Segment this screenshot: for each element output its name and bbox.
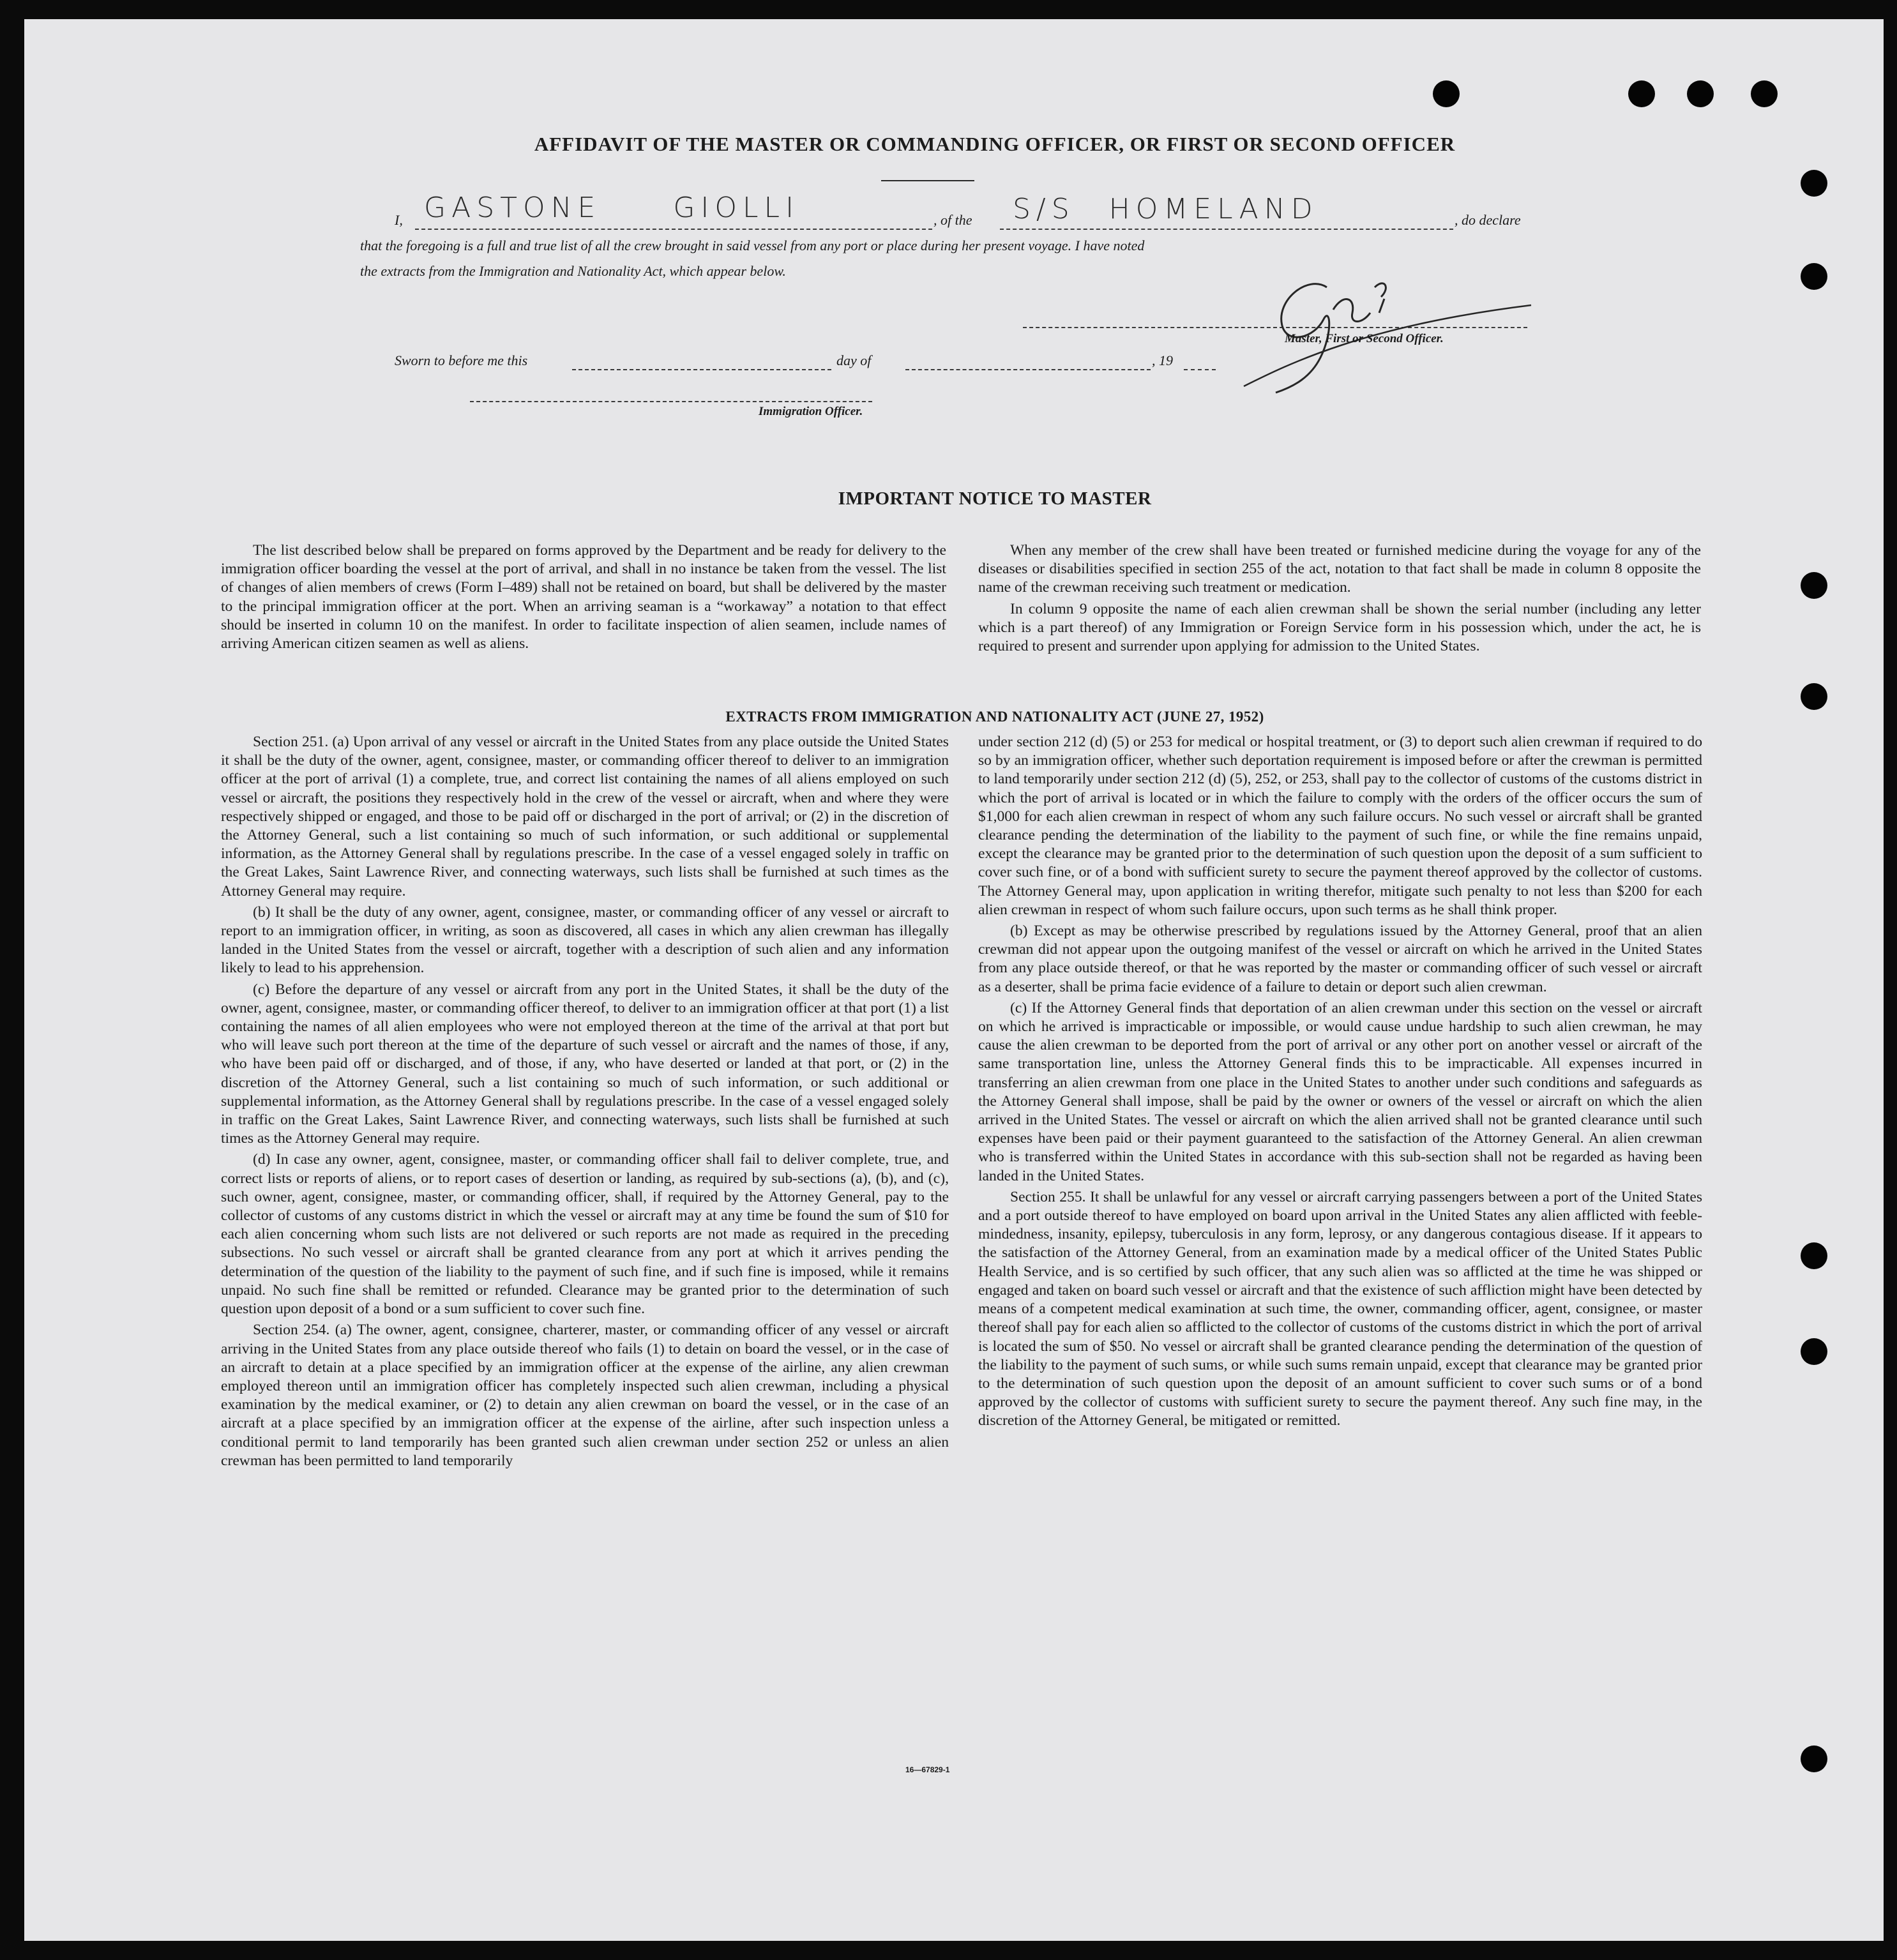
year-label: , 19 xyxy=(1152,352,1173,368)
form-number: 16—67829-1 xyxy=(905,1765,950,1774)
vessel-line xyxy=(1000,229,1453,230)
sworn-year-line xyxy=(1184,369,1216,370)
section-251-d: (d) In case any owner, agent, consignee, master, or commanding officer shall fail to deliver complete, true, and correct lists or reports of aliens, or to report cases of desertion or landing, as required by sub-sections (a), (b), and (c), such owner, agent, consignee, master, or commanding officer, shall, if required by the Attorney General, pay to the collector of customs of any customs district in which the vessel or aircraft may at any time be found the sum of $10 for each alien concerning whom such lists are not delivered or such reports are not made as required in the preceding subsections. No such vessel or aircraft shall be granted clearance from any port at which it arrives pending the determination of the question of the liability to the payment of such fine, and if such fine is imposed, while it remains unpaid. No such fine shall be remitted or refunded. Clearance may be granted prior to the determination of such question upon deposit of a bond or a sum sufficient to cover such fine. xyxy=(221,1151,949,1318)
signature-caption: Master, First or Second Officer. xyxy=(1285,332,1444,345)
notice-paragraph: When any member of the crew shall have been treated or furnished medicine during the voyage for any of the diseases or disabilities specified in section 255 of the act, notation to that fact shall be made in column 8 opposite the name of the crewman receiving such treatment or medication. xyxy=(978,542,1701,596)
declaration-line-3: the extracts from the Immigration and Nationality Act, which appear below. xyxy=(360,263,786,279)
affidavit-title: AFFIDAVIT OF THE MASTER OR COMMANDING OFFICER, OR FIRST OR SECOND OFFICER xyxy=(534,133,1456,155)
sworn-label: Sworn to before me this xyxy=(395,352,528,368)
section-254-a-continued: under section 212 (d) (5) or 253 for medical or hospital treatment, or (3) to deport such alien crewman if required to do so by an immigration officer, whether such deportation requirement is imposed before or after the crewman is permitted to land temporarily under section 212 (d) (5), 252, or 253, shall pay to the collector of customs of the customs district in which the port of arrival is located or in which the failure to comply with the orders of the officer occurs the sum of $1,000 for each alien crewman in respect of whom any such failure occurs. No such vessel or aircraft shall be granted clearance pending the determination of the liability to the payment of such fine, or while the fine remains unpaid, except the clearance may be granted prior to the determination of such question upon the deposit of a sum sufficient to cover such fine, or of a bond with sufficient surety to secure the payment thereof approved by the collector of customs. The Attorney General may, upon application in writing therefor, mitigate such penalty to not less than $200 for each alien crewman in respect of whom such failure occurs, upon such terms as he shall think proper. xyxy=(978,734,1702,918)
of-the-label: , of the xyxy=(933,212,972,228)
punch-hole xyxy=(1628,80,1655,107)
section-251-c: (c) Before the departure of any vessel or aircraft from any port in the United States, it shall be the duty of the owner, agent, consignee, master, or commanding officer thereof, to deliver to an immigration officer at that port (1) a list containing the names of all alien employees who were not employed thereon at the time of the arrival at that port but who will leave such port thereon at the time of the departure of such vessel or aircraft and the names of those, if any, who have been paid off or discharged, and of those, if any, who have deserted or landed at that port, or (2) in the discretion of the Attorney General, such a list containing so much of such information, or such additional or supplemental information, as the Attorney General shall by regulations prescribe. In the case of a vessel engaged solely in traffic on the Great Lakes, Saint Lawrence River, and connecting waterways, such lists shall be furnished at such times as the Attorney General may require. xyxy=(221,981,949,1147)
notice-paragraph: In column 9 opposite the name of each alien crewman shall be shown the serial number (including any letter which is a part thereof) of any Immigration or Foreign Service form in his possession which, under the act, he is required to present and surrender upon applying for admission to the United States. xyxy=(978,600,1701,655)
sworn-month-line xyxy=(905,369,1151,370)
notice-title: IMPORTANT NOTICE TO MASTER xyxy=(838,488,1152,509)
section-255: Section 255. It shall be unlawful for any vessel or aircraft carrying passengers between a port of the United States and a port outside thereof to have employed on board upon arrival in the United States any alien afflicted with feeble-mindedness, insanity, epilepsy, tuberculosis in any form, leprosy, or any dangerous contagious disease. If it appears to the satisfaction of the Attorney General, from an examination made by a medical officer of the United States Public Health Service, and is so certified by such officer, that any such alien was so afflicted at the time he was shipped or engaged and taken on board such vessel or aircraft and that the existence of such affliction might have been detected by means of a competent medical examination at such time, the owner, commanding officer, agent, consignee, or master thereof shall pay for each alien so afflicted to the collector of customs of the customs district in which the port of arrival is located the sum of $50. No vessel or aircraft shall be granted clearance pending the determination of the question of the liability to the payment of such sums, or while such sums remain unpaid, except that clearance may be granted prior to the determination of such question upon the deposit of an amount sufficient to cover such sums or of a bond approved by the collector of customs with sufficient surety to secure the payment thereof. Any such fine may, in the discretion of the Attorney General, be mitigated or remitted. xyxy=(978,1188,1702,1429)
master-signature xyxy=(1237,249,1544,402)
master-name-handwritten: GASTONE GIOLLI xyxy=(424,192,800,224)
punch-hole xyxy=(1801,572,1827,599)
declaration-line-2: that the foregoing is a full and true list of all the crew brought in said vessel from any port or place during her present voyage. I have noted xyxy=(360,237,1145,253)
section-254-b: (b) Except as may be otherwise prescribed by regulations issued by the Attorney General, proof that an alien crewman did not appear upon the outgoing manifest of the vessel or aircraft on which he arrived in the United States from any place outside thereof, or that he was reported by the master or commanding officer of such vessel or aircraft as a deserter, shall be prima facie evidence of a failure to detain or deport such alien crewman. xyxy=(978,923,1702,995)
punch-hole xyxy=(1801,683,1827,710)
section-251-b: (b) It shall be the duty of any owner, agent, consignee, master, or commanding officer of any vessel or aircraft to report to an immigration officer, in writing, as soon as discovered, all cases in which any alien crewman has illegally landed in the United States from the vessel or aircraft, together with a description of such alien and any information likely to lead to his apprehension. xyxy=(221,903,949,977)
section-254-c: (c) If the Attorney General finds that deportation of an alien crewman under this section on the vessel or aircraft on which he arrived is impracticable or impossible, or would cause undue hardship to such alien crewman, he may cause the alien crewman to be deported from the port of arrival or any other port on another vessel or aircraft of the same transportation line, unless the Attorney General finds this to be impracticable. All expenses incurred in transferring an alien crewman from one place in the United States to another under such conditions and safeguards as the Attorney General shall impose, shall be paid by the owner or owners of the vessel or aircraft on which the alien arrived in the United States. The vessel or aircraft on which the alien arrived shall not be granted clearance until such expenses have been paid or their payment guaranteed to the satisfaction of the Attorney General. An alien crewman who is transferred within the United States in accordance with this sub-section shall not be regarded as having been landed in the United States. xyxy=(978,999,1702,1184)
punch-hole xyxy=(1751,80,1778,107)
extracts-title: EXTRACTS FROM IMMIGRATION AND NATIONALITY ACT (JUNE 27, 1952) xyxy=(725,709,1264,725)
officer-line xyxy=(470,401,872,402)
punch-hole xyxy=(1801,263,1827,290)
officer-caption: Immigration Officer. xyxy=(759,405,863,418)
i-label: I, xyxy=(395,212,403,228)
notice-right-column xyxy=(978,541,1701,658)
notice-paragraph: The list described below shall be prepared on forms approved by the Department and be ready for delivery to the immigration officer boarding the vessel at the port of arrival, and shall in no instance be taken from the vessel. The list of changes of alien members of crews (Form I–489) shall not be retained on board, but shall be delivered by the master to the principal immigration officer at the port. When an arriving seaman is a “workaway” a notation to that effect should be inserted in column 10 on the manifest. In order to facilitate inspection of alien seamen, include names of arriving American citizen seamen as well as aliens. xyxy=(221,542,946,652)
punch-hole xyxy=(1801,1745,1827,1772)
sworn-day-line xyxy=(572,369,831,370)
punch-hole xyxy=(1433,80,1460,107)
name-line xyxy=(415,229,932,230)
document-page xyxy=(24,19,1884,1941)
punch-hole xyxy=(1801,1242,1827,1269)
extracts-right-column xyxy=(978,733,1702,1433)
notice-left-column xyxy=(221,541,946,656)
do-declare-label: , do declare xyxy=(1455,212,1521,228)
vessel-name-handwritten: S/S HOMELAND xyxy=(1013,193,1319,225)
punch-hole xyxy=(1801,170,1827,197)
section-254-a: Section 254. (a) The owner, agent, consignee, charterer, master, or commanding officer of any vessel or aircraft arriving in the United States from any place outside thereof who fails (1) to detain on board the vessel, or in the case of an aircraft to detain at a place specified by an immigration officer at the expense of the airline, any alien crewman employed thereon until an immigration officer has completely inspected such alien crewman, including a physical examination by the medical examiner, or (2) to detain any alien crewman on board the vessel, or in the case of an aircraft at a place specified by an immigration officer at the expense of the airline, after such inspection unless a conditional permit to land temporarily has been granted such alien crewman under section 252 or unless an alien crewman has been permitted to land temporarily xyxy=(221,1322,949,1469)
title-rule xyxy=(881,180,974,181)
day-of-label: day of xyxy=(836,352,872,368)
punch-hole xyxy=(1801,1338,1827,1365)
section-251-a: Section 251. (a) Upon arrival of any vessel or aircraft in the United States from any place outside the United States it shall be the duty of the owner, agent, consignee, master, or commanding officer thereof to deliver to an immigration officer at the port of arrival (1) a complete, true, and correct list containing the names of all aliens employed on such vessel or aircraft, the positions they respectively hold in the crew of the vessel or aircraft, when and where they were respectively shipped or engaged, and those to be paid off or discharged in the port of arrival; or (2) in the discretion of the Attorney General, such a list containing so much of such information, or such additional or supplemental information, as the Attorney General shall by regulations prescribe. In the case of a vessel engaged solely in traffic on the Great Lakes, Saint Lawrence River, and connecting waterways, such lists shall be furnished at such times as the Attorney General may require. xyxy=(221,734,949,900)
punch-hole xyxy=(1687,80,1714,107)
extracts-left-column xyxy=(221,733,949,1473)
